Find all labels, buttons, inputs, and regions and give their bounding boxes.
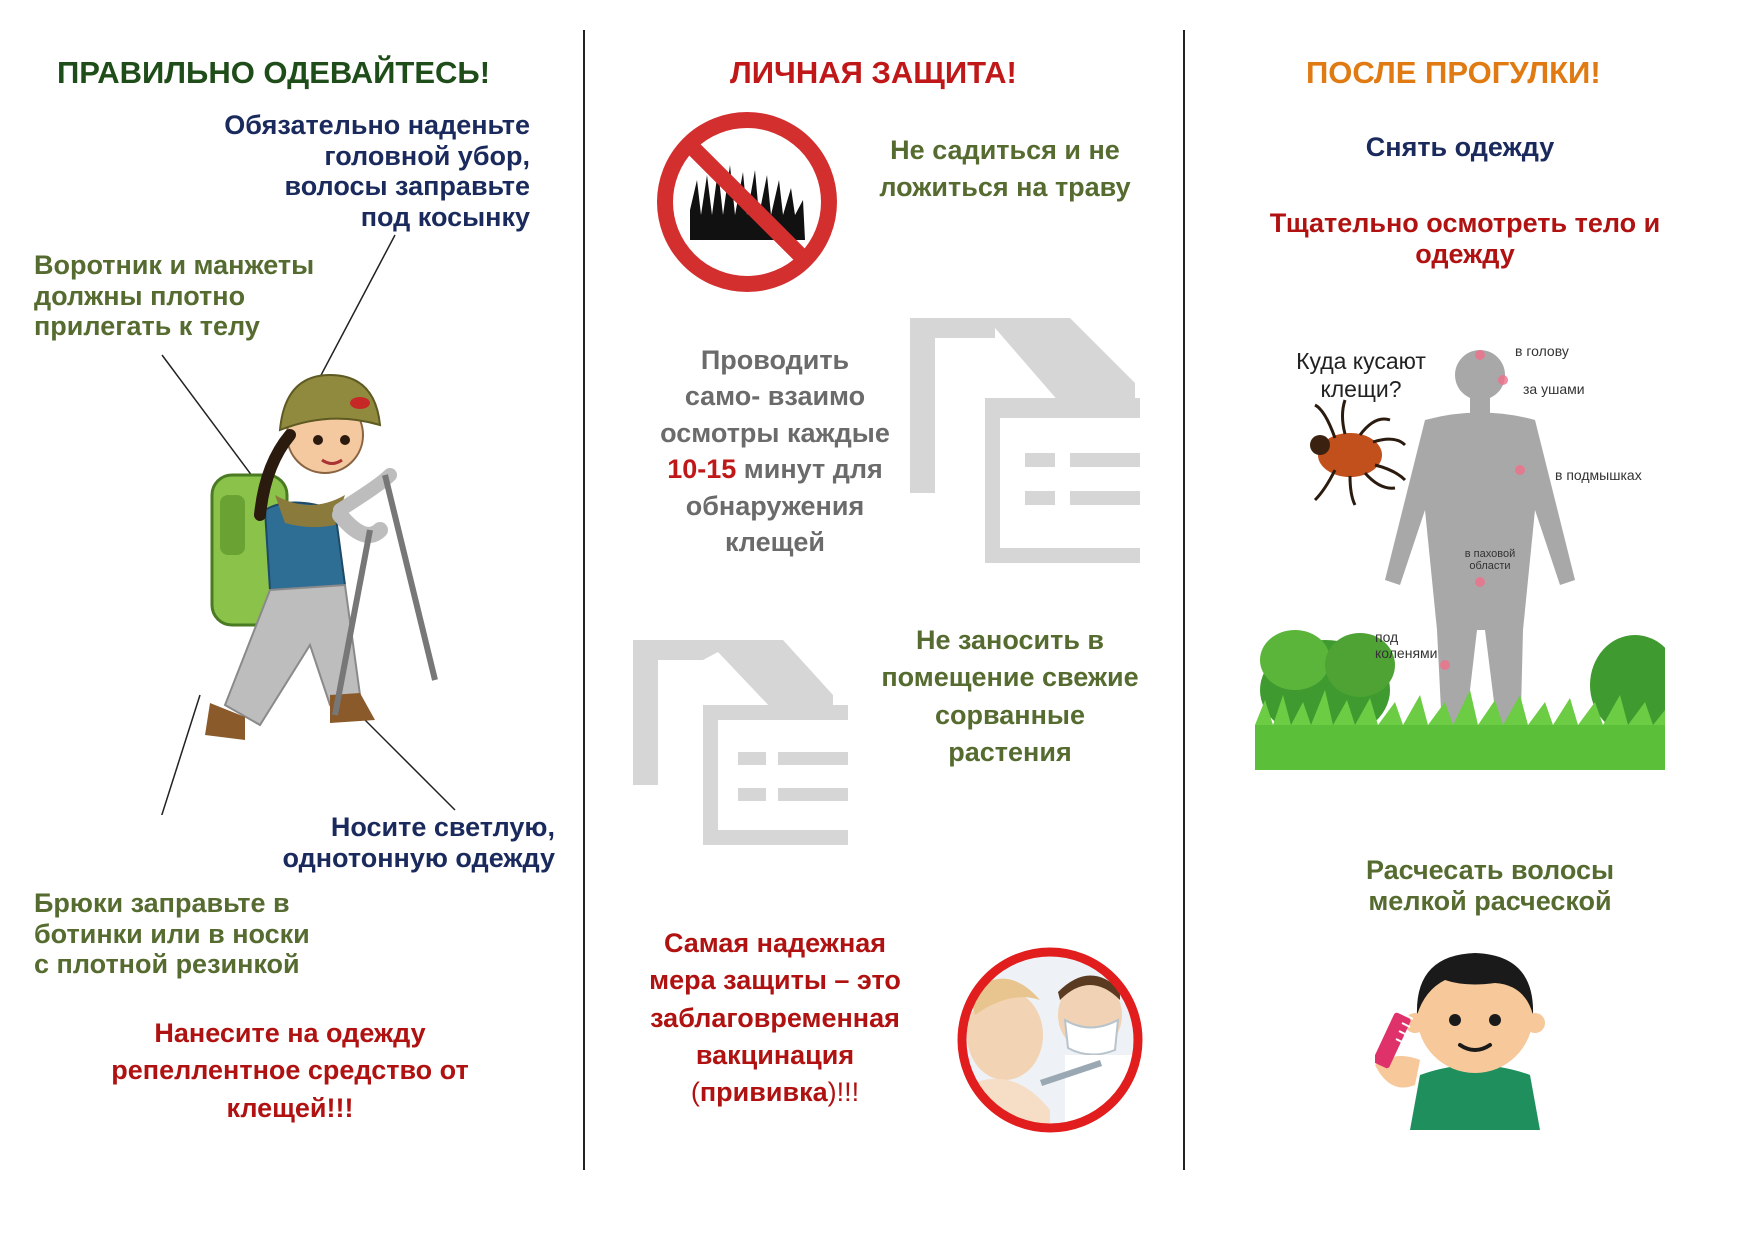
- comb-text: Расчесать волосы мелкой расческой: [1365, 855, 1615, 916]
- grass-text: Не садиться и не ложиться на траву: [879, 135, 1131, 203]
- heading-after-walk: ПОСЛЕ ПРОГУЛКИ!: [1306, 55, 1601, 90]
- trousers-text: Брюки заправьте в ботинки или в носки с плотной резинкой: [34, 888, 310, 979]
- no-grass-sign-icon: [655, 110, 840, 295]
- label-head: в голову: [1515, 343, 1569, 359]
- light-clothes-text: Носите светлую, однотонную одежду: [282, 812, 555, 873]
- label-knees: под коленями: [1375, 629, 1438, 661]
- placeholder-document-icon: [910, 318, 1140, 563]
- examine-text: Тщательно осмотреть тело и одежду: [1269, 208, 1661, 269]
- undress-text: Снять одежду: [1365, 132, 1555, 162]
- figure-question: Куда кусают клещи?: [1296, 348, 1426, 402]
- inspection-interval: 10-15: [667, 454, 737, 485]
- label-groin: в паховой области: [1464, 548, 1516, 573]
- vaccination-text: Самая надежная мера защиты – это заблаговременная вакцинация (прививка)!!!: [649, 928, 901, 1107]
- repellent-text: Нанесите на одежду репеллентное средство от клещей!!!: [111, 1018, 469, 1123]
- collar-text: Воротник и манжеты должны плотно прилегать к телу: [34, 250, 315, 341]
- headgear-text: Обязательно наденьте головной убор, волосы заправьте под косынку: [224, 110, 530, 232]
- heading-dress-properly: ПРАВИЛЬНО ОДЕВАЙТЕСЬ!: [57, 55, 491, 90]
- divider-right: [1183, 30, 1185, 1170]
- boy-combing-illustration: [1375, 935, 1585, 1130]
- label-armpits: в подмышках: [1555, 467, 1642, 483]
- vaccination-photo: [950, 940, 1150, 1140]
- label-ears: за ушами: [1523, 381, 1585, 397]
- inspection-text: Проводить само- взаимо осмотры каждые 10-15 минут для обнаружения клещей: [660, 345, 890, 558]
- plants-text: Не заносить в помещение свежие сорванные растения: [881, 625, 1139, 767]
- heading-personal-protection: ЛИЧНАЯ ЗАЩИТА!: [730, 55, 1017, 90]
- hiker-illustration: [150, 225, 590, 815]
- tick-bite-zones-figure: [1255, 330, 1665, 780]
- placeholder-document-icon: [633, 640, 848, 845]
